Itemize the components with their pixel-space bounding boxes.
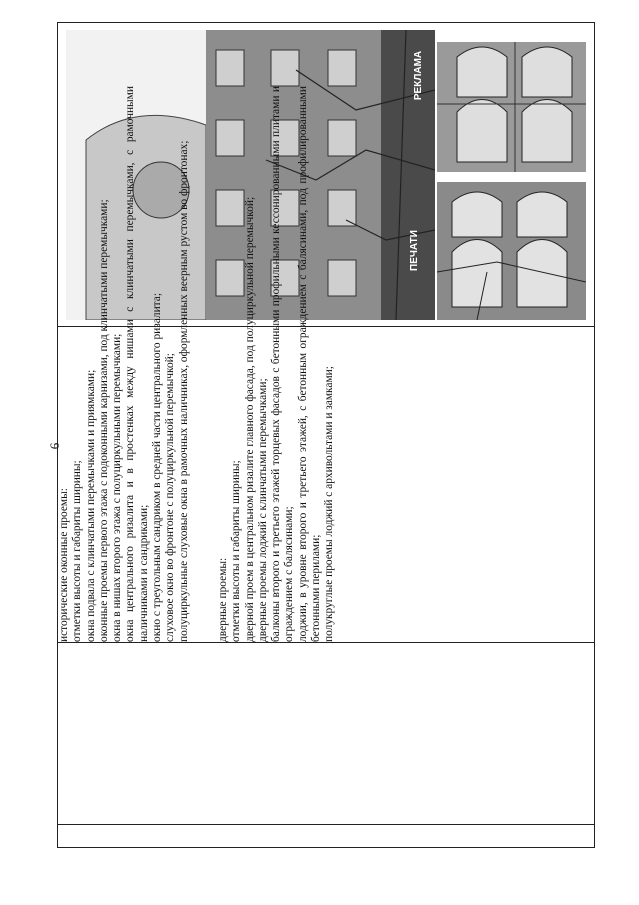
sign-pechati: ПЕЧАТИ — [408, 230, 420, 271]
section-heading: дверные проемы: — [216, 557, 229, 642]
list-item: балконы второго и третьего этажей торцевых фасадов с бетонными профильными кессонированными плитами и ограждением с балясинами; — [270, 86, 296, 642]
list-item: слуховое окно во фронтоне с полуциркульной перемычкой; — [164, 353, 177, 642]
page-number: 6 — [47, 442, 62, 450]
list-item: дверной проем в центральном ризалите главного фасада, под полуциркульной перемычкой; — [243, 196, 256, 642]
row-divider — [57, 824, 595, 825]
list-item: полуциркульные слуховые окна в рамочных наличниках, оформленных веерным рустом во фронтонах; — [177, 140, 190, 642]
list-item: отметки высоты и габариты ширины; — [230, 460, 243, 642]
photo-detail-upper — [437, 42, 586, 172]
photo-detail-lower — [437, 182, 586, 320]
sign-reklama: РЕКЛАМА — [413, 50, 425, 101]
features-text — [58, 86, 380, 642]
list-item: полукруглые проемы лоджий с архивольтами и замками; — [323, 366, 336, 642]
list-item: окна в нишах второго этажа с полуциркульными перемычками; — [111, 333, 124, 642]
list-item: оконные проемы первого этажа с подоконными карнизами, под клинчатыми перемычками; — [97, 199, 110, 642]
list-item: окна подвала с клинчатыми перемычками и приямками; — [84, 369, 97, 642]
row-divider — [57, 642, 595, 643]
section-heading: исторические оконные проемы: — [58, 488, 70, 642]
list-item: лоджии, в уровне второго и третьего этажей, с бетонным ограждением с балясинами, под профилированными бетонными перилами; — [296, 86, 323, 642]
list-item: окна центрального ризалита и в простенках между нишами с клинчатыми перемычками, с рамочными наличниками и сандриками; — [124, 86, 150, 642]
list-item: окно с треугольным сандриком в средней части центрального ризалита; — [151, 292, 164, 642]
list-item: дверные проемы лоджий с клинчатыми перемычками; — [256, 378, 269, 642]
list-item: отметки высоты и габариты ширины; — [71, 460, 84, 642]
